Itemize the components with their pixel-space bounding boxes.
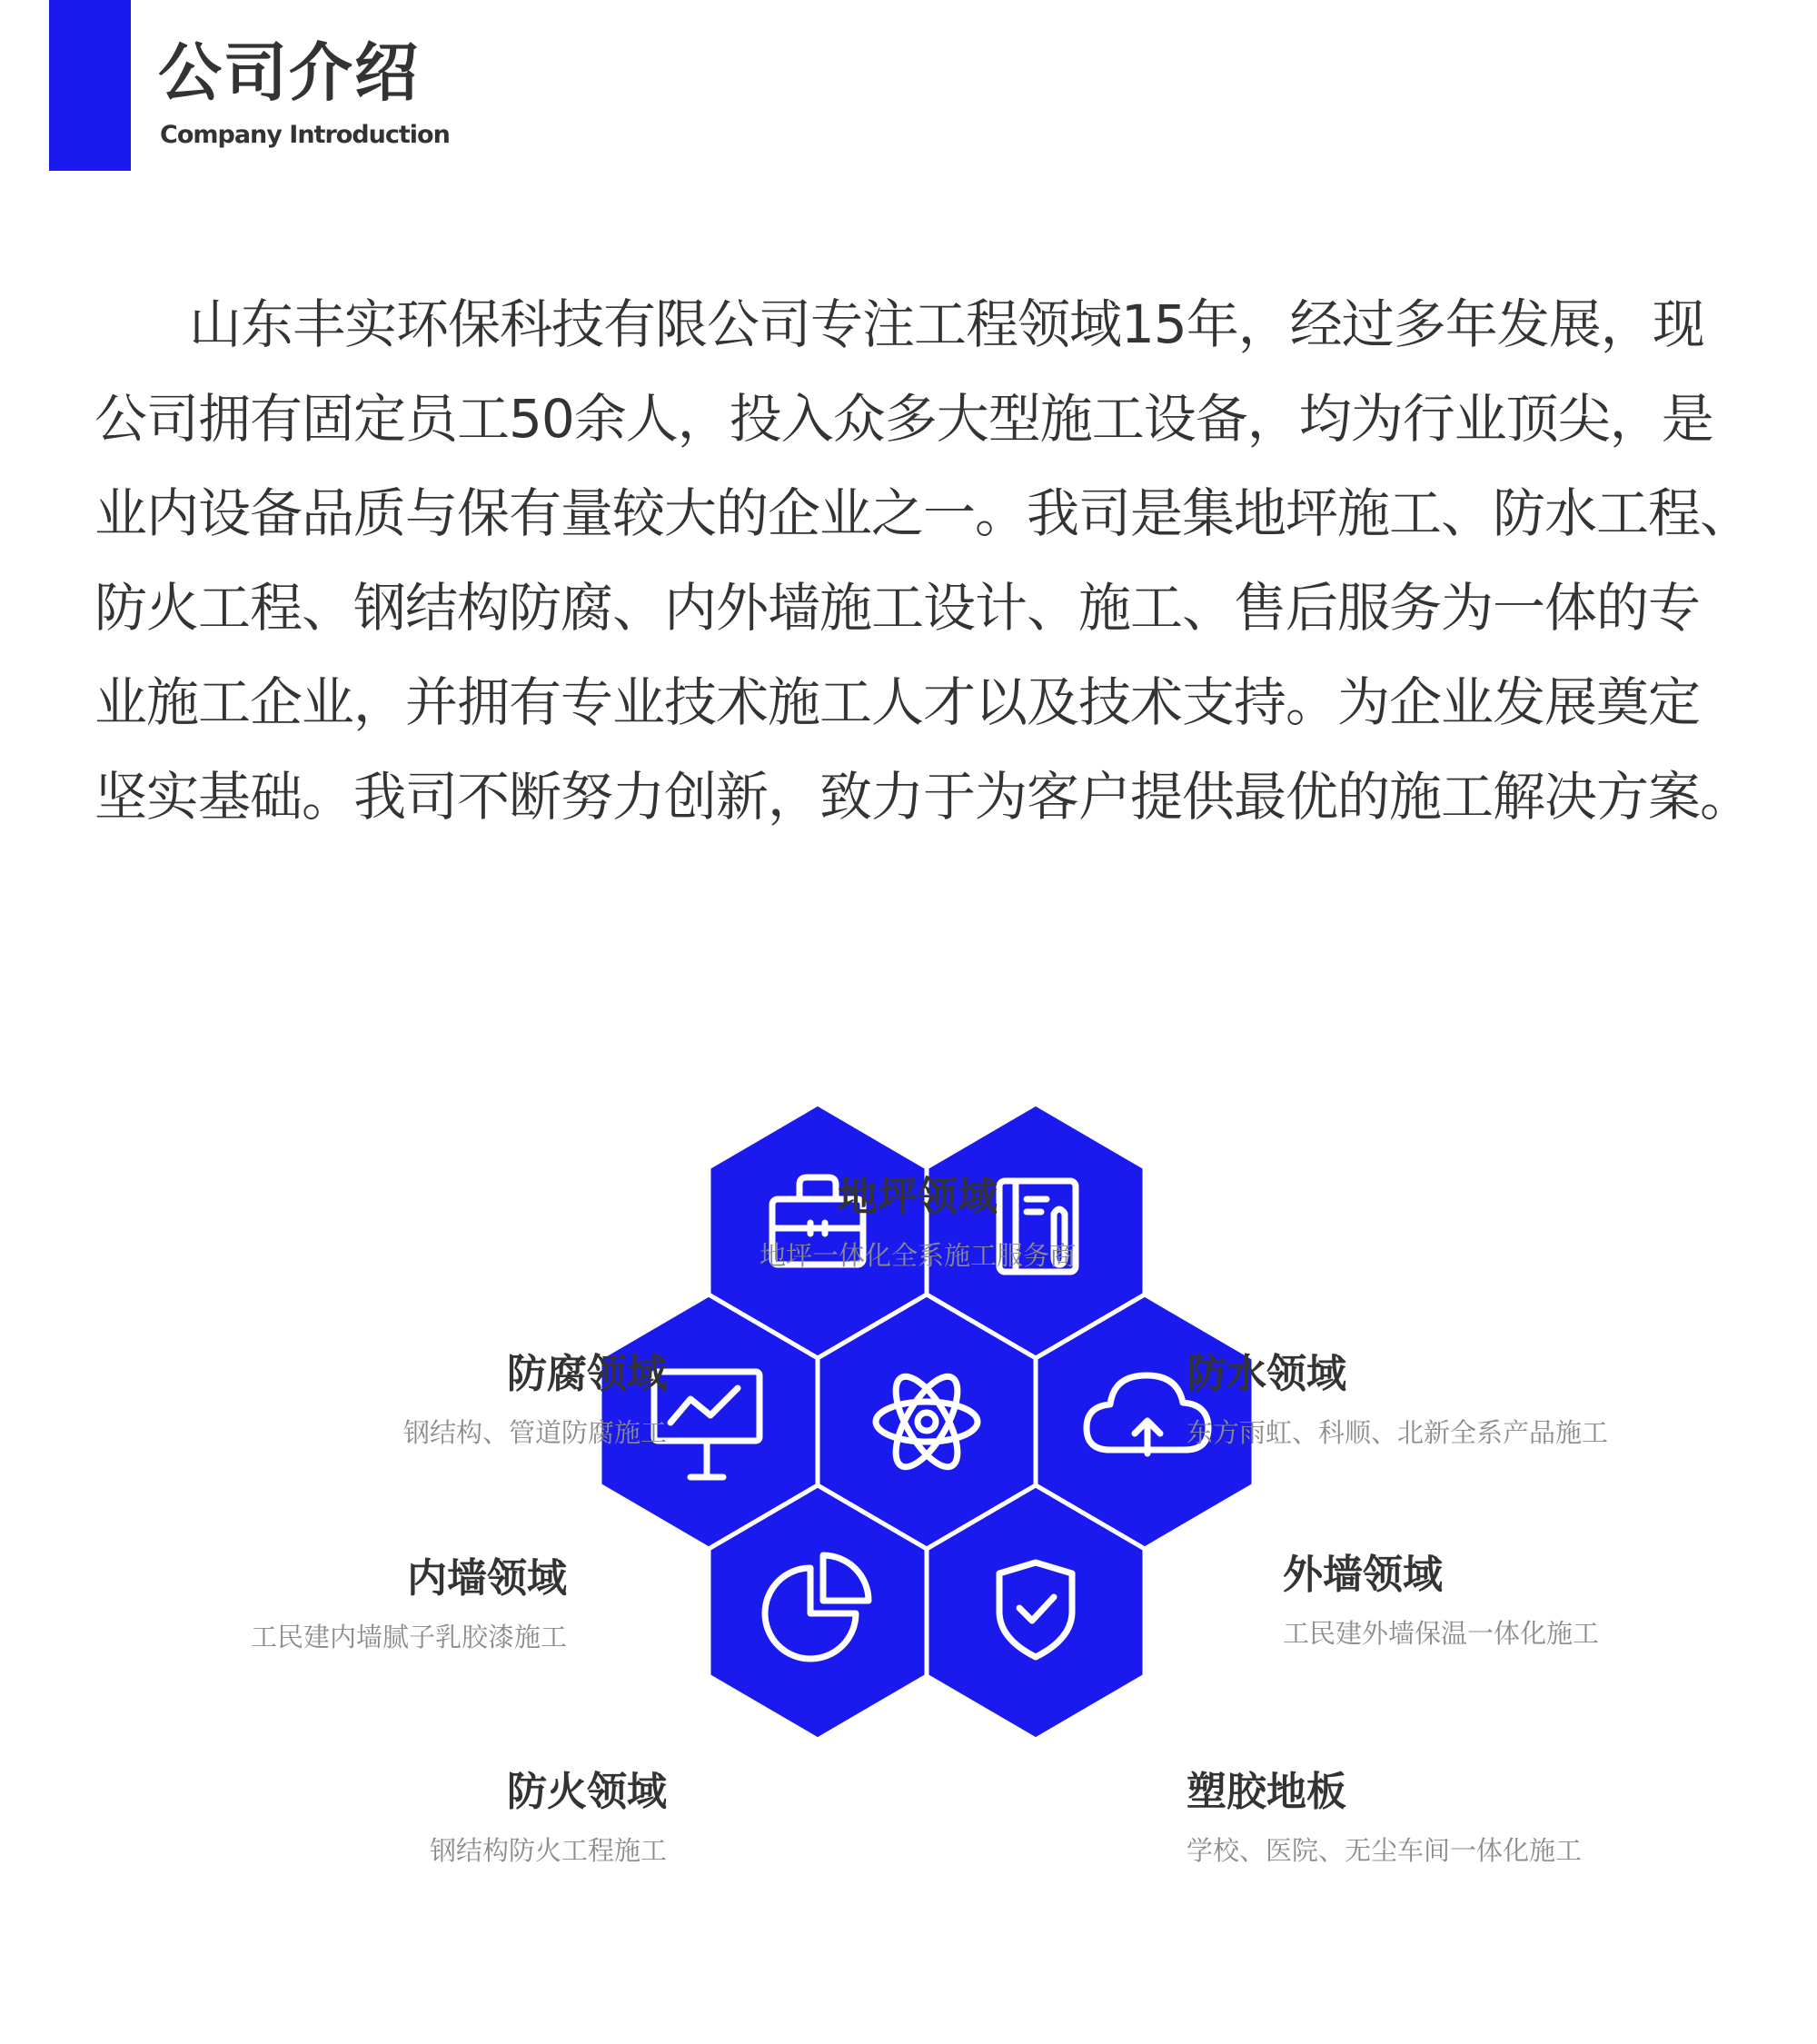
field-description: 钢结构、管道防腐施工 — [402, 1417, 667, 1448]
intro-line: 公司拥有固定员工50余人，投入众多大型施工设备，均为行业顶尖，是 — [94, 388, 1713, 450]
field-label-interior-wall — [182, 1553, 567, 1655]
field-description: 东方雨虹、科顺、北新全系产品施工 — [1187, 1417, 1609, 1448]
field-title: 地坪领域 — [838, 1174, 998, 1220]
title-accent-bar — [49, 0, 131, 171]
intro-line: 山东丰实环保科技有限公司专注工程领域15年，经过多年发展，现 — [189, 293, 1704, 355]
field-description: 学校、医院、无尘车间一体化施工 — [1187, 1835, 1583, 1866]
field-label-anticorrosion — [273, 1349, 667, 1451]
field-label-floor — [690, 1172, 1145, 1274]
field-title: 防水领域 — [1187, 1351, 1346, 1397]
field-label-exterior-wall — [1283, 1550, 1599, 1652]
company-intro-paragraph — [94, 277, 1766, 844]
field-description: 钢结构防火工程施工 — [429, 1835, 667, 1866]
field-title: 内墙领域 — [407, 1555, 567, 1602]
field-label-waterproof — [1187, 1349, 1608, 1451]
intro-line: 坚实基础。我司不断努力创新，致力于为客户提供最优的施工解决方案。 — [94, 766, 1752, 828]
field-title: 外墙领域 — [1283, 1552, 1443, 1598]
field-title: 防腐领域 — [507, 1351, 667, 1397]
intro-line: 防火工程、钢结构防腐、内外墙施工设计、施工、售后服务为一体的专 — [94, 577, 1701, 639]
page-title: 公司介绍 — [158, 35, 420, 110]
field-label-plastic-floor — [1187, 1767, 1582, 1869]
intro-line: 业内设备品质与保有量较大的企业之一。我司是集地坪施工、防水工程、 — [94, 482, 1752, 544]
field-label-fireproof — [273, 1767, 667, 1869]
field-description: 工民建外墙保温一体化施工 — [1283, 1618, 1600, 1649]
page-subtitle: Company Introduction — [160, 121, 450, 149]
field-title: 塑胶地板 — [1187, 1769, 1346, 1815]
business-fields-diagram — [0, 1072, 1817, 2044]
field-description: 地坪一体化全系施工服务商 — [759, 1240, 1076, 1271]
field-title: 防火领域 — [507, 1769, 667, 1815]
intro-line: 业施工企业，并拥有专业技术施工人才以及技术支持。为企业发展奠定 — [94, 671, 1701, 733]
field-description: 工民建内墙腻子乳胶漆施工 — [250, 1622, 567, 1652]
